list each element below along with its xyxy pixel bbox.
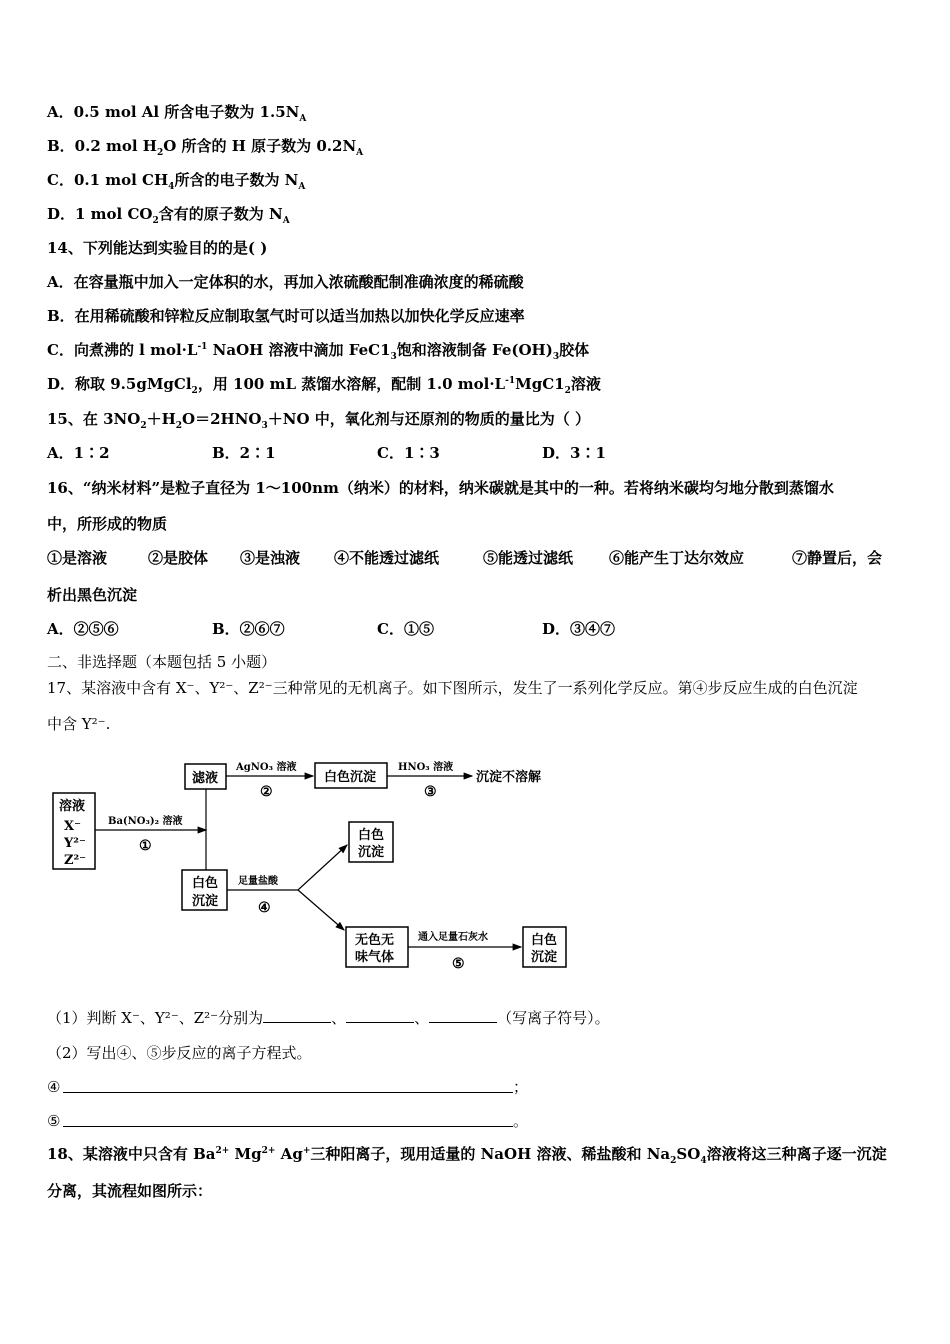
q14-option-c: C．向煮沸的 l $mol\cdot L^{-1}$ NaOH 溶液中滴加 $FeC1_3$饱和溶液制备 $Fe(OH)_3$胶体: [47, 341, 590, 362]
q18-stem-line2: 分离，其流程如图所示：: [47, 1182, 213, 1200]
q15-options: [47, 443, 907, 463]
answer-blank-z[interactable]: [429, 1008, 497, 1023]
reagent-5: 通入足量石灰水: [418, 932, 488, 943]
q16-item-1: ①是溶液: [47, 549, 108, 567]
step-3: ③: [424, 784, 437, 800]
reagent-2: AgNO₃ 溶液: [236, 762, 297, 773]
q17-stem-line2: 中含 Y²⁻.: [47, 715, 111, 733]
q16-item-5: ⑤能透过滤纸: [483, 549, 574, 567]
q16-item-4: ④不能透过滤纸: [334, 549, 440, 567]
q16-item-7: ⑦静置后，会: [792, 549, 883, 567]
ppt-label-3: 沉淀: [531, 950, 558, 965]
insoluble-label: 沉淀不溶解: [476, 770, 542, 785]
q17-sub2: （2）写出④、⑤步反应的离子方程式。: [47, 1044, 312, 1062]
step-2: ②: [260, 784, 273, 800]
q13-option-d: D．1 mol $CO_2$含有的原子数为 $N_A$: [47, 205, 290, 226]
step-1: ①: [139, 838, 152, 854]
ppt-label-1: 沉淀: [192, 894, 219, 909]
answer-blank-y[interactable]: [346, 1008, 414, 1023]
reagent-1: Ba(NO₃)₂ 溶液: [108, 816, 183, 827]
q13-option-a: A．0.5 mol Al 所含电子数为 $1.5N_A$: [47, 103, 307, 124]
q13-option-c: C．0.1 mol $CH_4$所含的电子数为 $N_A$: [47, 171, 306, 192]
q16-item-6: ⑥能产生丁达尔效应: [609, 549, 745, 567]
q13-option-b: B．0.2 mol $H_2O$ 所含的 H 原子数为 $0.2N_A$: [47, 137, 364, 158]
q16-option-d: D．③④⑦: [542, 620, 616, 638]
q14-stem: 14、下列能达到实验目的的是( ): [47, 239, 268, 257]
white-label-3: 白色: [531, 933, 558, 948]
answer-blank-x[interactable]: [263, 1008, 331, 1023]
q17-flow-diagram: [40, 750, 580, 980]
solution-label: 溶液: [59, 799, 86, 814]
step-4: ④: [258, 900, 271, 916]
q17-stem-line1: 17、某溶液中含有 X⁻、Y²⁻、Z²⁻三种常见的无机离子。如下图所示，发生了一系列化学反应。第④步反应生成的白色沉淀: [47, 679, 858, 697]
ion-x: X⁻: [64, 819, 81, 834]
ppt-label-2: 沉淀: [358, 845, 385, 860]
white-ppt-label: 白色沉淀: [324, 770, 377, 785]
q15-option-c: C．1∶3: [377, 444, 440, 462]
eq4-label: ④: [47, 1078, 61, 1096]
gas-label-2: 味气体: [355, 950, 395, 965]
eq4-end: ；: [513, 1078, 529, 1096]
q16-option-c: C．①⑤: [377, 620, 434, 638]
section-heading: 二、非选择题（本题包括 5 小题）: [47, 653, 277, 671]
q18-stem-line1: 18、某溶液中只含有 $Ba^{2+}$ $Mg^{2+}$ Ag+三种阳离子，现用适量的 NaOH 溶液、稀盐酸和 $Na_2SO_4$溶液将这三种离子逐一沉淀: [47, 1145, 887, 1166]
eq5-answer-line[interactable]: [63, 1126, 513, 1127]
q15-option-a: A．1∶2: [47, 444, 110, 462]
q15-option-d: D．3∶1: [542, 444, 606, 462]
step-5: ⑤: [452, 956, 465, 972]
reagent-4: 足量盐酸: [238, 876, 278, 887]
q16-items: [47, 548, 907, 568]
q16-stem-line1: 16、“纳米材料”是粒子直径为 1～100nm（纳米）的材料，纳米碳就是其中的一种。若将纳米碳均匀地分散到蒸馏水: [47, 479, 834, 497]
q16-item-3: ③是浊液: [240, 549, 301, 567]
q16-options: [47, 619, 907, 639]
q14-option-d: D．称取 9.5gMgCl$_2$，用 100 mL 蒸馏水溶解，配制 1.0 $mol\cdot L^{-1}MgC1_2$溶液: [47, 375, 601, 396]
ion-y: Y²⁻: [64, 836, 86, 851]
q16-option-b: B．②⑥⑦: [212, 620, 285, 638]
gas-label-1: 无色无: [355, 933, 395, 948]
eq5-label: ⑤: [47, 1112, 61, 1130]
q16-option-a: A．②⑤⑥: [47, 620, 119, 638]
white-label-1: 白色: [192, 876, 219, 891]
ion-z: Z²⁻: [64, 853, 87, 868]
q15-stem: 15、在 $3NO_2+H_2O=2HNO_3+NO$ 中，氧化剂与还原剂的物质的量比为（ ）: [47, 410, 590, 431]
q17-sub1: （1）判断 X⁻、Y²⁻、Z²⁻分别为 、 、 （写离子符号）。: [47, 1009, 610, 1027]
eq4-answer-line[interactable]: [63, 1092, 513, 1093]
eq5-end: 。: [513, 1112, 529, 1130]
q15-option-b: B．2∶1: [212, 444, 276, 462]
q14-option-a: A．在容量瓶中加入一定体积的水，再加入浓硫酸配制准确浓度的稀硫酸: [47, 273, 524, 291]
q16-stem-line4: 析出黑色沉淀: [47, 586, 138, 604]
filtrate-label: 滤液: [192, 771, 219, 786]
reagent-3: HNO₃ 溶液: [398, 762, 454, 773]
q16-item-2: ②是胶体: [148, 549, 209, 567]
q14-option-b: B．在用稀硫酸和锌粒反应制取氢气时可以适当加热以加快化学反应速率: [47, 307, 525, 325]
white-label-2: 白色: [358, 828, 385, 843]
q16-stem-line2: 中，所形成的物质: [47, 515, 168, 533]
